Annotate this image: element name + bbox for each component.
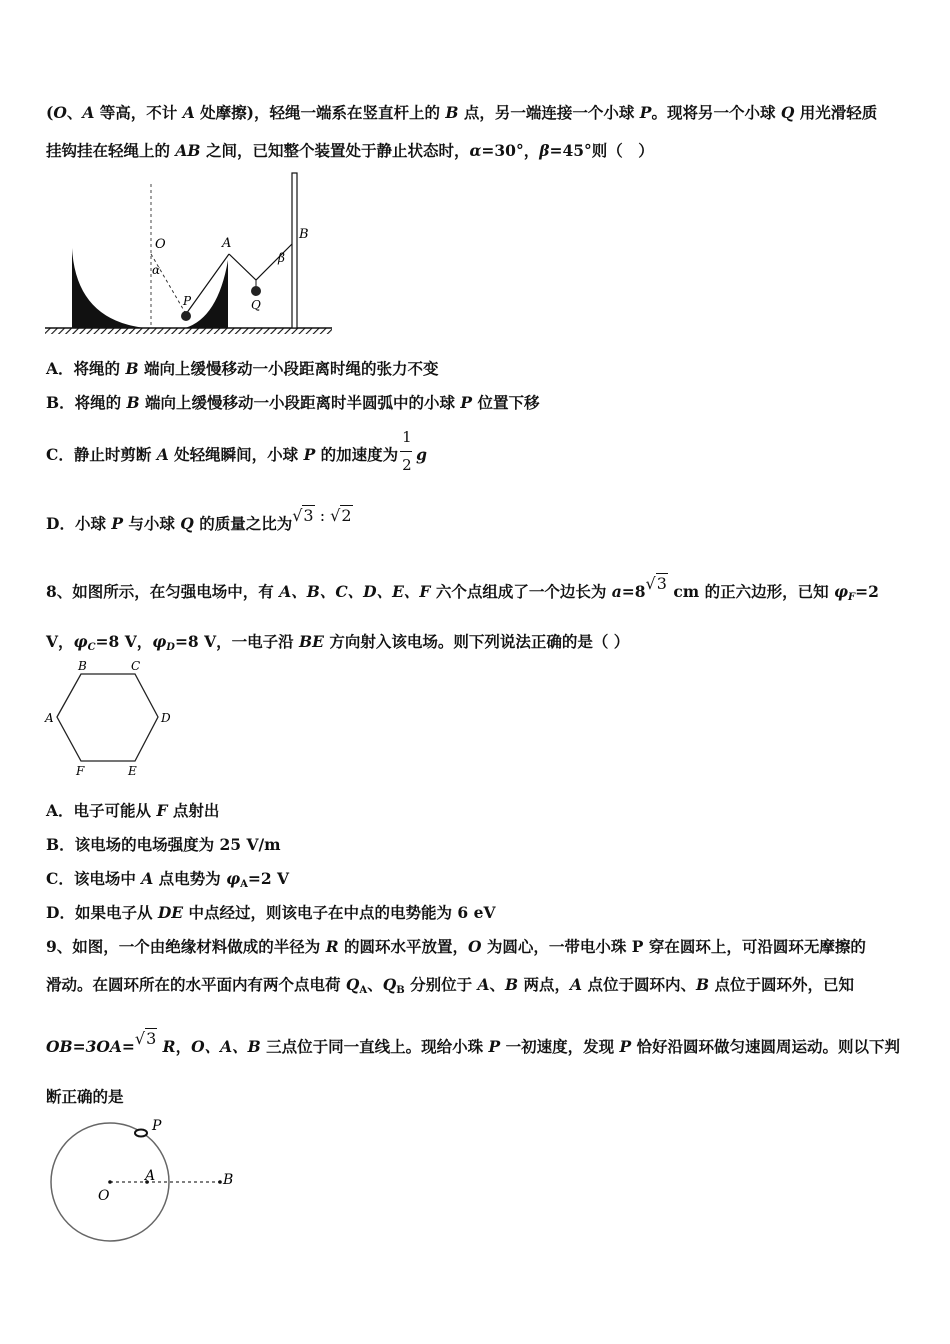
label-b: B: [299, 227, 309, 242]
hex-label-d: D: [161, 711, 171, 725]
hex-label-c: C: [131, 659, 141, 673]
label-alpha: α: [152, 263, 161, 277]
label-a: A: [222, 236, 232, 251]
mass-ratio: √3 : √2: [292, 506, 352, 525]
q7-option-b: B．将绳的 B 端向上缓慢移动一小段距离时半圆弧中的小球 P 位置下移: [46, 393, 540, 412]
sqrt-three-b: √3: [134, 1029, 157, 1048]
q7-figure: [40, 168, 340, 344]
q9-line-3: OB=3OA=√3 R，O、A、B 三点位于同一直线上。现给小珠 P 一初速度，发现 P 恰好沿圆环做匀速圆周运动。则以下判: [46, 1029, 901, 1056]
hex-label-a: A: [45, 711, 54, 725]
ball-q: [251, 286, 261, 296]
q7-intro-line-1: (O、A 等高，不计 A 处摩擦)，轻绳一端系在竖直杆上的 B 点，另一端连接一个小球 P。现将另一个小球 Q 用光滑轻质: [46, 103, 878, 122]
point-o: [108, 1180, 112, 1184]
q9-line-2: 滑动。在圆环所在的水平面内有两个点电荷 $Q_A$、$Q_B$ 分别位于 A、B 两点，A 点位于圆环内、B 点位于圆环外，已知: [46, 975, 854, 996]
ball-p: [181, 311, 191, 321]
q7-option-d: D．小球 P 与小球 Q 的质量之比为√3 : √2: [46, 506, 352, 533]
q8-option-c: C．该电场中 A 点电势为 $\varphi_A=2$ V: [46, 869, 290, 890]
q8-option-b: B．该电场的电场强度为 25 V/m: [46, 835, 281, 854]
q9-line-4: 断正确的是: [46, 1087, 124, 1106]
label-q: Q: [251, 298, 261, 312]
q7-option-a: A．将绳的 B 端向上缓慢移动一小段距离时绳的张力不变: [46, 359, 439, 378]
ring-label-b: B: [223, 1172, 234, 1188]
vertical-pole: [292, 173, 297, 328]
bowl-right-wall: [185, 260, 228, 328]
bead-p: [135, 1130, 147, 1137]
label-p: P: [183, 294, 192, 308]
q9-ring-figure: [40, 1114, 250, 1246]
q9-line-1: 9、如图，一个由绝缘材料做成的半径为 R 的圆环水平放置，O 为圆心，一带电小珠 P 穿在圆环上，可沿圆环无摩擦的: [46, 937, 866, 956]
fraction-one-half: $\frac{1}{2}$: [402, 428, 412, 474]
q8-line-1: 8、如图所示，在匀强电场中，有 A、B、C、D、E、F 六个点组成了一个边长为 a=8√3 cm 的正六边形，已知 $\varphi_F=2$: [46, 574, 879, 603]
q7-option-c: C．静止时剪断 A 处轻绳瞬间，小球 P 的加速度为 $\frac{1}{2}$ g: [46, 428, 427, 474]
q7-intro-line-2: 挂钩挂在轻绳上的 AB 之间，已知整个装置处于静止状态时，α=30°，β=45°则（ ）: [46, 141, 654, 160]
point-b: [218, 1180, 222, 1184]
label-o: O: [155, 237, 166, 252]
bowl-left-wall: [72, 248, 145, 328]
sqrt-three: √3: [645, 574, 667, 593]
q8-hexagon-figure: [40, 656, 180, 782]
hex-label-e: E: [128, 764, 137, 778]
hex-label-f: F: [76, 764, 85, 778]
hexagon: [57, 674, 158, 761]
ring-label-o: O: [98, 1188, 110, 1204]
hex-label-b: B: [78, 659, 87, 673]
ground-hatch: [45, 328, 332, 334]
q8-option-a: A．电子可能从 F 点射出: [46, 801, 220, 820]
ring-label-p: P: [152, 1118, 162, 1134]
q8-option-d: D．如果电子从 DE 中点经过，则该电子在中点的电势能为 6 eV: [46, 903, 496, 922]
ring-label-a: A: [145, 1168, 156, 1184]
q8-line-2: V，$\varphi_C=8$ V，$\varphi_D=8$ V，一电子沿 BE 方向射入该电场。则下列说法正确的是（ ）: [46, 632, 630, 653]
label-beta: β: [278, 251, 285, 265]
